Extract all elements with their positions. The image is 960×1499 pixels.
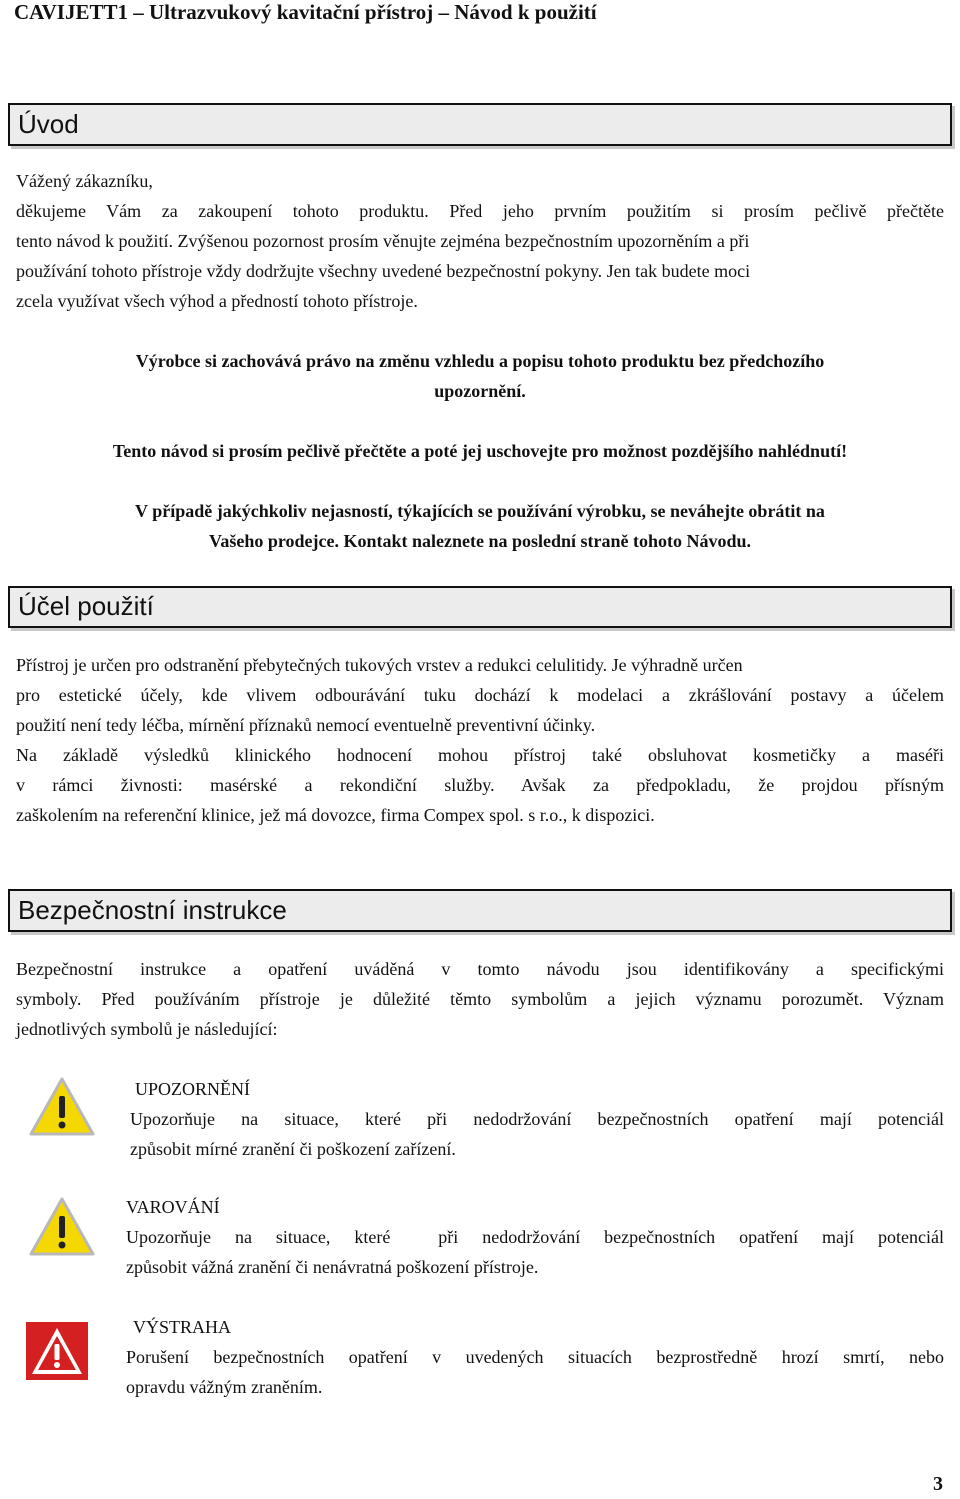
purpose-line: Přístroj je určen pro odstranění přebytečných tukových vrstev a redukci celulitidy. Je výhradně určen <box>16 655 743 675</box>
section-heading-text: Úvod <box>18 109 79 139</box>
symbol-title-upozorneni: UPOZORNĚNÍ <box>135 1079 250 1099</box>
manufacturer-notice-line: upozornění. <box>434 381 526 401</box>
manufacturer-notice-line: Výrobce si zachovává právo na změnu vzhledu a popisu tohoto produktu bez předchozího <box>135 351 825 371</box>
warning-triangle-icon <box>28 1196 96 1258</box>
symbol-description-line: způsobit mírné zranění či poškození zařízení. <box>130 1139 456 1159</box>
caution-triangle-icon <box>28 1076 96 1138</box>
symbol-description-line: opravdu vážným zraněním. <box>126 1377 323 1397</box>
purpose-line: zaškolením na referenční klinice, jež má dovozce, firma Compex spol. s r.o., k dispozici. <box>16 805 655 825</box>
symbol-description-line: Upozorňuje na situace, které při nedodržování bezpečnostních opatření mají potenciál <box>126 1227 944 1247</box>
symbol-title-vystraha: VÝSTRAHA <box>133 1317 232 1337</box>
contact-notice-line: V případě jakýchkoliv nejasností, týkajících se používání výrobku, se neváhejte obrátit na <box>135 501 825 521</box>
symbol-description-line: Upozorňuje na situace, které při nedodržování bezpečnostních opatření mají potenciál <box>130 1109 944 1129</box>
keep-manual-notice: Tento návod si prosím pečlivě přečtěte a poté jej uschovejte pro možnost pozdějšího nahlédnutí! <box>112 441 848 461</box>
symbol-title-varovani: VAROVÁNÍ <box>126 1197 220 1217</box>
document-header-title: CAVIJETT1 – Ultrazvukový kavitační přístroj – Návod k použití <box>14 0 597 24</box>
intro-line: děkujeme Vám za zakoupení tohoto produktu. Před jeho prvním použitím si prosím pečlivě přečtěte <box>16 201 944 221</box>
section-heading-text: Bezpečnostní instrukce <box>18 895 287 925</box>
page-number: 3 <box>933 1473 943 1495</box>
purpose-line: v rámci živnosti: masérské a rekondiční služby. Avšak za předpokladu, že projdou přísným <box>16 775 944 795</box>
contact-notice-line: Vašeho prodejce. Kontakt naleznete na poslední straně tohoto Návodu. <box>208 531 752 551</box>
symbol-description-line: Porušení bezpečnostních opatření v uvedených situacích bezprostředně hrozí smrtí, nebo <box>126 1347 944 1367</box>
purpose-line: pro estetické účely, kde vlivem odbourávání tuku dochází k modelaci a zkrášlování postavy a účelem <box>16 685 944 705</box>
section-heading-ucel <box>8 586 952 628</box>
intro-line: používání tohoto přístroje vždy dodržujte všechny uvedené bezpečnostní pokyny. Jen tak budete moci <box>16 261 751 281</box>
section-heading-uvod <box>8 103 952 146</box>
greeting-line: Vážený zákazníku, <box>16 171 153 191</box>
intro-line: zcela využívat všech výhod a předností tohoto přístroje. <box>16 291 418 311</box>
section-heading-text: Účel použití <box>18 591 154 621</box>
intro-line: tento návod k použití. Zvýšenou pozornost prosím věnujte zejména bezpečnostním upozorněním a při <box>16 231 750 251</box>
safety-intro-line: jednotlivých symbolů je následující: <box>16 1019 278 1039</box>
safety-intro-line: Bezpečnostní instrukce a opatření uváděná v tomto návodu jsou identifikovány a specifickými <box>16 959 944 979</box>
purpose-line: Na základě výsledků klinického hodnocení mohou přístroj také obsluhovat kosmetičky a maséři <box>16 745 944 765</box>
section-heading-bezpecnost <box>8 889 952 932</box>
purpose-line: použití není tedy léčba, mírnění příznaků nemocí eventuelně preventivní účinky. <box>16 715 596 735</box>
symbol-description-line: způsobit vážná zranění či nenávratná poškození přístroje. <box>126 1257 539 1277</box>
safety-intro-line: symboly. Před používáním přístroje je důležité těmto symbolům a jejich významu porozumět. Význam <box>16 989 944 1009</box>
danger-square-icon <box>26 1322 88 1380</box>
